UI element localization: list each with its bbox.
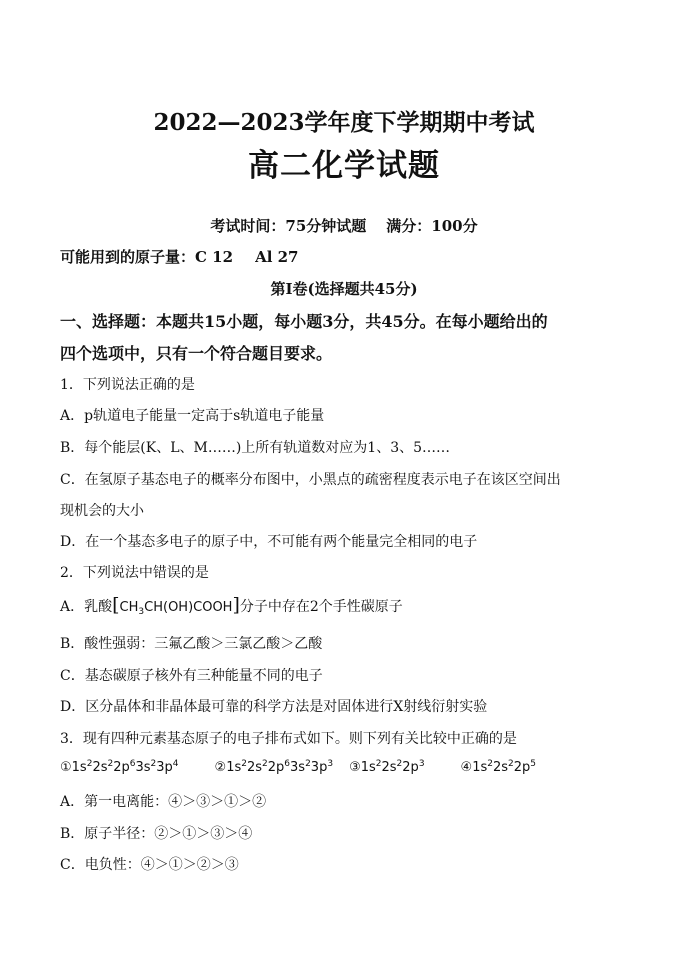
config-1: $①1s^22s^22p^63s^23p^4$ [60,759,179,775]
lactic-acid-formula: $CH_3CH(OH)COOH$ [119,600,233,617]
q3-configurations [60,760,536,775]
config-3: $③1s^22s^22p^3$ [349,759,425,775]
atomic-mass-label: 可能用到的原子量： [60,248,196,266]
section-title: 第Ⅰ卷(选择题共45分) [270,280,418,298]
exam-title: 2022—2023学年度下学期期中考试 [153,109,535,136]
atomic-mass-c: C 12 [195,248,234,266]
atomic-mass-al: Al 27 [255,248,299,266]
config-2: $②1s^22s^22p^63s^23p^3$ [214,759,334,775]
q1-option-c-line1: C．在氢原子基态电子的概率分布图中，小黑点的疏密程度表示电子在该区空间出 [60,472,561,488]
exam-time: 考试时间：75分钟试题 [210,217,367,235]
q2-option-a: A．乳酸$[CH_3CH(OH)COOH]$分子中存在2个手性碳原子 [60,594,403,617]
q3-option-c: C．电负性：④＞①＞②＞③ [60,857,239,873]
config-4: $④1s^22s^22p^5$ [460,759,537,775]
section-instructions-line1: 一、选择题：本题共15小题，每小题3分，共45分。在每小题给出的 [60,312,548,331]
q3-option-a: A．第一电离能：④＞③＞①＞② [60,794,267,810]
q1-option-d: D．在一个基态多电子的原子中，不可能有两个能量完全相同的电子 [60,534,478,550]
q3-option-b: B．原子半径：②＞①＞③＞④ [60,826,253,842]
q2-option-c: C．基态碳原子核外有三种能量不同的电子 [60,668,323,684]
q2-stem: 2．下列说法中错误的是 [60,565,209,581]
q3-stem: 3．现有四种元素基态原子的电子排布式如下。则下列有关比较中正确的是 [60,731,517,747]
q1-option-b: B．每个能层(K、L、M……)上所有轨道数对应为1、3、5…… [60,440,451,456]
exam-meta [0,215,688,236]
atomic-masses [60,246,299,267]
q1-stem: 1．下列说法正确的是 [60,377,195,393]
q2-option-b: B．酸性强弱：三氟乙酸＞三氯乙酸＞乙酸 [60,636,323,652]
exam-subject: 高二化学试题 [248,148,440,184]
exam-score: 满分：100分 [386,217,478,235]
q1-option-a: A．p轨道电子能量一定高于s轨道电子能量 [60,408,325,424]
q2-option-d: D．区分晶体和非晶体最可靠的科学方法是对固体进行X射线衍射实验 [60,699,488,715]
q1-option-c-line2: 现机会的大小 [60,503,144,519]
section-instructions-line2: 四个选项中，只有一个符合题目要求。 [60,344,333,363]
